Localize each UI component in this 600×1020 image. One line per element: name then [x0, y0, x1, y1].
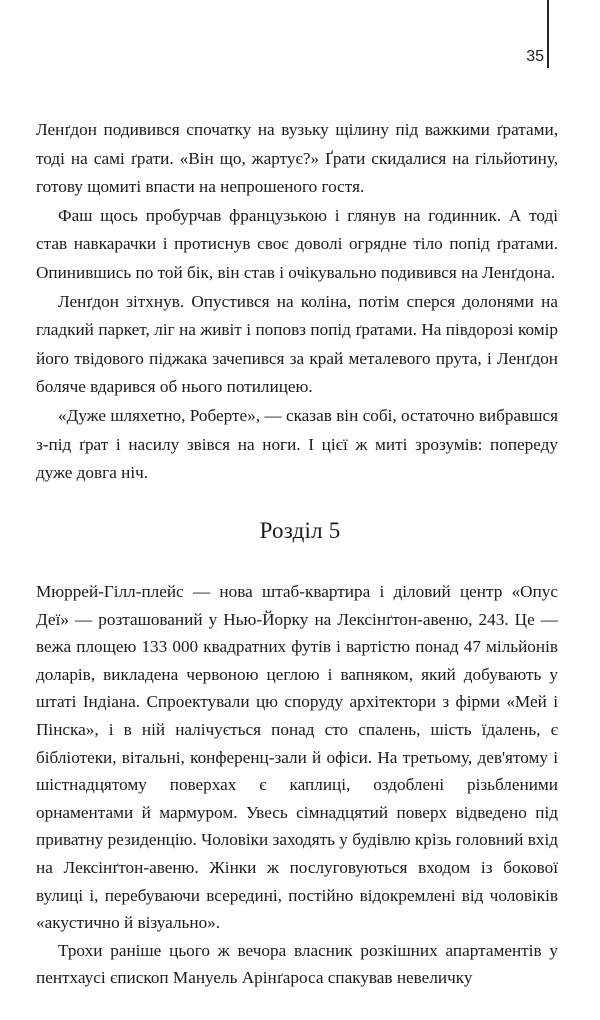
chapter-title: Розділ 5: [259, 518, 341, 543]
paragraph: Ленґдон зітхнув. Опустився на коліна, потім сперся долонями на гладкий паркет, ліг на живіт і поповз попід ґратами. На півдорозі комір його твідового піджака зачепився за край металевого прута, і Ленґдон боляче вдарився об нього потилицею.: [36, 291, 558, 397]
header-rule: [547, 0, 549, 68]
paragraph: Фаш щось пробурчав французькою і глянув на годинник. А тоді став навкарачки і протиснув своє доволі огрядне тіло попід ґратами. Опинившись по той бік, він став і очікувально подивився на Ленґдона.: [36, 205, 558, 282]
paragraph: «Дуже шляхетно, Роберте», — сказав він собі, остаточно вибравшся з-під ґрат і насилу звівся на ноги. І цієї ж миті зрозумів: попереду дуже довга ніч.: [36, 405, 558, 483]
text-section-1: [36, 116, 558, 488]
page-number: 35: [526, 48, 544, 65]
paragraph: Ленґдон подивився спочатку на вузьку щілину під важкими ґратами, тоді на самі ґрати. «Він що, жартує?» Ґрати скидалися на гільйотину, готову щомиті впасти на непрошеного гостя.: [36, 120, 558, 197]
text-section-2: [36, 578, 558, 992]
paragraph: Мюррей-Гілл-плейс — нова штаб-квартира і діловий центр «Опус Деї» — розташований у Нью-Йорку на Лексінґтон-авеню, 243. Це — вежа площею 133 000 квадратних футів і вартістю понад 47 мільйонів доларів, викладена червоною цеглою і вапняком, який добувають у штаті Індіана. Спроектували цю споруду архітектори з фірми «Мей і Пінска», і в ній налічується понад сто спалень, шість їдалень, є бібліотеки, вітальні, конференц-зали й офіси. На третьому, дев'ятому і шістнадцятому поверхах є каплиці, оздоблені різьбленими орнаментами й мармуром. Увесь сімнадцятий поверх відведено під приватну резиденцію. Чоловіки заходять у будівлю крізь головний вхід на Лексінґтон-авеню. Жінки ж послуговуються входом із бокової вулиці і, перебуваючи всередині, постійно відокремлені від чоловіків «акустично й візуально».: [36, 582, 558, 933]
paragraph: Трохи раніше цього ж вечора власник розкішних апартаментів у пентхаусі єпископ Мануель Арінґароса спакував невеличку: [36, 940, 558, 988]
